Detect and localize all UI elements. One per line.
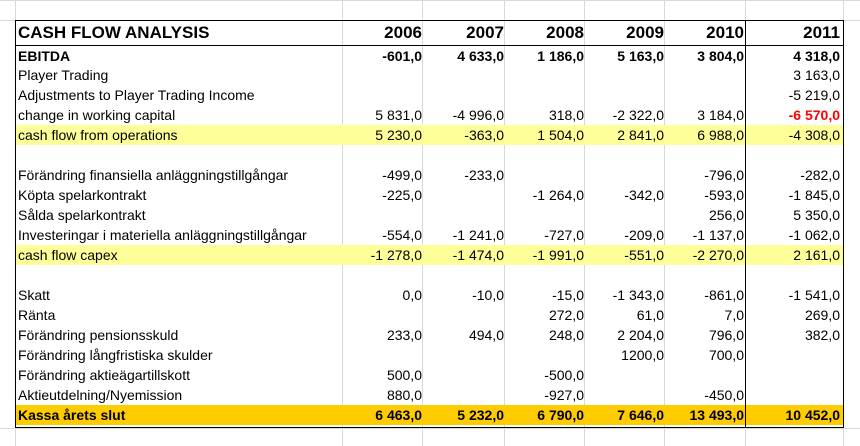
value-cell: [422, 185, 504, 205]
value-cell: 13 493,0: [689, 407, 744, 423]
value-cell: [342, 65, 422, 85]
value-cell: [584, 265, 664, 285]
year-header: 2007: [466, 23, 504, 42]
value-cell: -209,0: [624, 227, 664, 243]
year-header: 2010: [706, 23, 744, 42]
value-cell: -601,0: [382, 48, 422, 64]
value-cell: [745, 145, 840, 165]
table-row: [16, 205, 843, 225]
row-label: Kassa årets slut: [18, 407, 126, 423]
value-cell: [584, 365, 664, 385]
row-label: Investeringar i materiella anläggningstillgångar: [18, 227, 307, 243]
value-cell: 7,0: [724, 307, 744, 323]
row-label: Sålda spelarkontrakt: [18, 207, 146, 223]
value-cell: [584, 385, 664, 405]
value-cell: 61,0: [636, 307, 664, 323]
table-row: [16, 45, 843, 66]
value-cell: [422, 265, 504, 285]
value-cell: 4 318,0: [793, 48, 840, 64]
table-row: [16, 185, 843, 205]
value-cell: [422, 205, 504, 225]
value-cell: [504, 345, 584, 365]
value-cell: [664, 265, 744, 285]
value-cell: 7 646,0: [617, 407, 664, 423]
table-title: CASH FLOW ANALYSIS: [18, 23, 210, 42]
value-cell: [664, 145, 744, 165]
value-cell: 3 184,0: [697, 107, 744, 123]
value-cell: [504, 265, 584, 285]
value-cell: 269,0: [804, 307, 840, 323]
value-cell: -551,0: [624, 247, 664, 263]
value-cell: [584, 165, 664, 185]
value-cell: [422, 85, 504, 105]
value-cell: [504, 205, 584, 225]
value-cell: -1 541,0: [788, 287, 840, 303]
value-cell: [422, 305, 504, 325]
value-cell: 6 790,0: [537, 407, 584, 423]
value-cell: -363,0: [464, 127, 504, 143]
value-cell: [745, 265, 840, 285]
year-header: 2011: [803, 23, 840, 42]
value-cell: 256,0: [708, 207, 744, 223]
value-cell: 700,0: [708, 347, 744, 363]
value-cell: [342, 205, 422, 225]
value-cell: 1 186,0: [537, 48, 584, 64]
value-cell: -6 570,0: [788, 107, 840, 123]
value-cell: 2 161,0: [793, 247, 840, 263]
value-cell: 1200,0: [621, 347, 664, 363]
value-cell: [504, 65, 584, 85]
value-cell: -1 278,0: [370, 247, 422, 263]
gridline: [0, 428, 860, 429]
value-cell: 880,0: [386, 387, 422, 403]
value-cell: 10 452,0: [785, 407, 840, 423]
row-label: Adjustments to Player Trading Income: [18, 87, 255, 103]
year-header: 2006: [384, 23, 422, 42]
value-cell: [342, 145, 422, 165]
value-cell: [745, 365, 840, 385]
value-cell: 796,0: [708, 327, 744, 343]
value-cell: [584, 65, 664, 85]
table-row: [16, 265, 843, 285]
table-row: [16, 365, 843, 385]
value-cell: -1 137,0: [692, 227, 744, 243]
value-cell: -2 270,0: [692, 247, 744, 263]
value-cell: 5 163,0: [617, 48, 664, 64]
value-cell: -796,0: [704, 167, 744, 183]
table-row: [16, 105, 843, 125]
value-cell: 2 204,0: [617, 327, 664, 343]
value-cell: 500,0: [386, 367, 422, 383]
value-cell: -342,0: [624, 187, 664, 203]
value-cell: -927,0: [544, 387, 584, 403]
value-cell: [584, 205, 664, 225]
value-cell: 3 804,0: [697, 48, 744, 64]
table-row: [16, 305, 843, 325]
value-cell: -1 264,0: [532, 187, 584, 203]
value-cell: -554,0: [382, 227, 422, 243]
value-cell: [422, 365, 504, 385]
table-row: [16, 245, 843, 265]
value-cell: [745, 385, 840, 405]
table-row: [16, 405, 843, 425]
row-label: Förändring aktieägartillskott: [18, 367, 190, 383]
value-cell: [342, 345, 422, 365]
value-cell: -450,0: [704, 387, 744, 403]
value-cell: -4 996,0: [452, 107, 504, 123]
gridline: [0, 0, 860, 1]
row-label: Player Trading: [18, 67, 109, 83]
value-cell: 382,0: [804, 327, 840, 343]
table-row: [16, 125, 843, 145]
value-cell: [422, 345, 504, 365]
column-separator: [745, 20, 746, 428]
table-row: [16, 345, 843, 365]
gridline: [843, 0, 844, 446]
value-cell: -727,0: [544, 227, 584, 243]
value-cell: -593,0: [704, 187, 744, 203]
table-row: [16, 65, 843, 85]
table-row: [16, 145, 843, 165]
value-cell: [504, 145, 584, 165]
value-cell: [422, 65, 504, 85]
row-label: [18, 145, 343, 165]
row-label: Skatt: [18, 287, 50, 303]
value-cell: [664, 365, 744, 385]
value-cell: 5 350,0: [793, 207, 840, 223]
row-label: Ränta: [18, 307, 56, 323]
value-cell: -1 343,0: [612, 287, 664, 303]
value-cell: -233,0: [464, 167, 504, 183]
value-cell: [584, 145, 664, 165]
row-label: Aktieutdelning/Nyemission: [18, 387, 183, 403]
value-cell: [342, 265, 422, 285]
value-cell: [422, 145, 504, 165]
row-label: cash flow capex: [18, 247, 118, 263]
table-row: [16, 85, 843, 105]
row-label: Köpta spelarkontrakt: [18, 187, 147, 203]
value-cell: -1 474,0: [452, 247, 504, 263]
table-row: [16, 325, 843, 345]
value-cell: -10,0: [472, 287, 504, 303]
value-cell: 5 831,0: [375, 107, 422, 123]
row-label: cash flow from operations: [18, 127, 178, 143]
value-cell: [664, 65, 744, 85]
value-cell: -861,0: [704, 287, 744, 303]
value-cell: -225,0: [382, 187, 422, 203]
year-header: 2008: [546, 23, 584, 42]
value-cell: [342, 305, 422, 325]
value-cell: -1 991,0: [532, 247, 584, 263]
row-label: change in working capital: [18, 107, 176, 123]
value-cell: -1 062,0: [788, 227, 840, 243]
value-cell: [584, 85, 664, 105]
value-cell: 233,0: [386, 327, 422, 343]
value-cell: 2 841,0: [617, 127, 664, 143]
year-header: 2009: [626, 23, 664, 42]
table-row: [16, 285, 843, 305]
row-label: EBITDA: [18, 48, 71, 64]
value-cell: 5 232,0: [457, 407, 504, 423]
value-cell: [664, 85, 744, 105]
value-cell: [422, 385, 504, 405]
row-label: Förändring långfristiska skulder: [18, 347, 213, 363]
value-cell: 6 463,0: [375, 407, 422, 423]
row-label: [18, 265, 343, 285]
value-cell: 3 163,0: [793, 67, 840, 83]
table-row: [16, 385, 843, 405]
header-row: [16, 21, 843, 45]
value-cell: -2 322,0: [612, 107, 664, 123]
table-row: [16, 165, 843, 185]
value-cell: -499,0: [382, 167, 422, 183]
value-cell: -15,0: [552, 287, 584, 303]
value-cell: [504, 165, 584, 185]
value-cell: 494,0: [468, 327, 504, 343]
value-cell: 248,0: [548, 327, 584, 343]
value-cell: -4 308,0: [788, 127, 840, 143]
value-cell: 1 504,0: [537, 127, 584, 143]
value-cell: [342, 85, 422, 105]
value-cell: 318,0: [548, 107, 584, 123]
row-label: Förändring finansiella anläggningstillgångar: [18, 167, 289, 183]
value-cell: 5 230,0: [375, 127, 422, 143]
value-cell: -5 219,0: [788, 87, 840, 103]
value-cell: -282,0: [800, 167, 840, 183]
value-cell: 6 988,0: [697, 127, 744, 143]
value-cell: [745, 345, 840, 365]
value-cell: -500,0: [544, 367, 584, 383]
value-cell: -1 241,0: [452, 227, 504, 243]
value-cell: 4 633,0: [457, 48, 504, 64]
value-cell: [504, 85, 584, 105]
value-cell: 272,0: [548, 307, 584, 323]
table-row: [16, 225, 843, 245]
value-cell: 0,0: [402, 287, 422, 303]
row-label: Förändring pensionsskuld: [18, 327, 179, 343]
value-cell: -1 845,0: [788, 187, 840, 203]
